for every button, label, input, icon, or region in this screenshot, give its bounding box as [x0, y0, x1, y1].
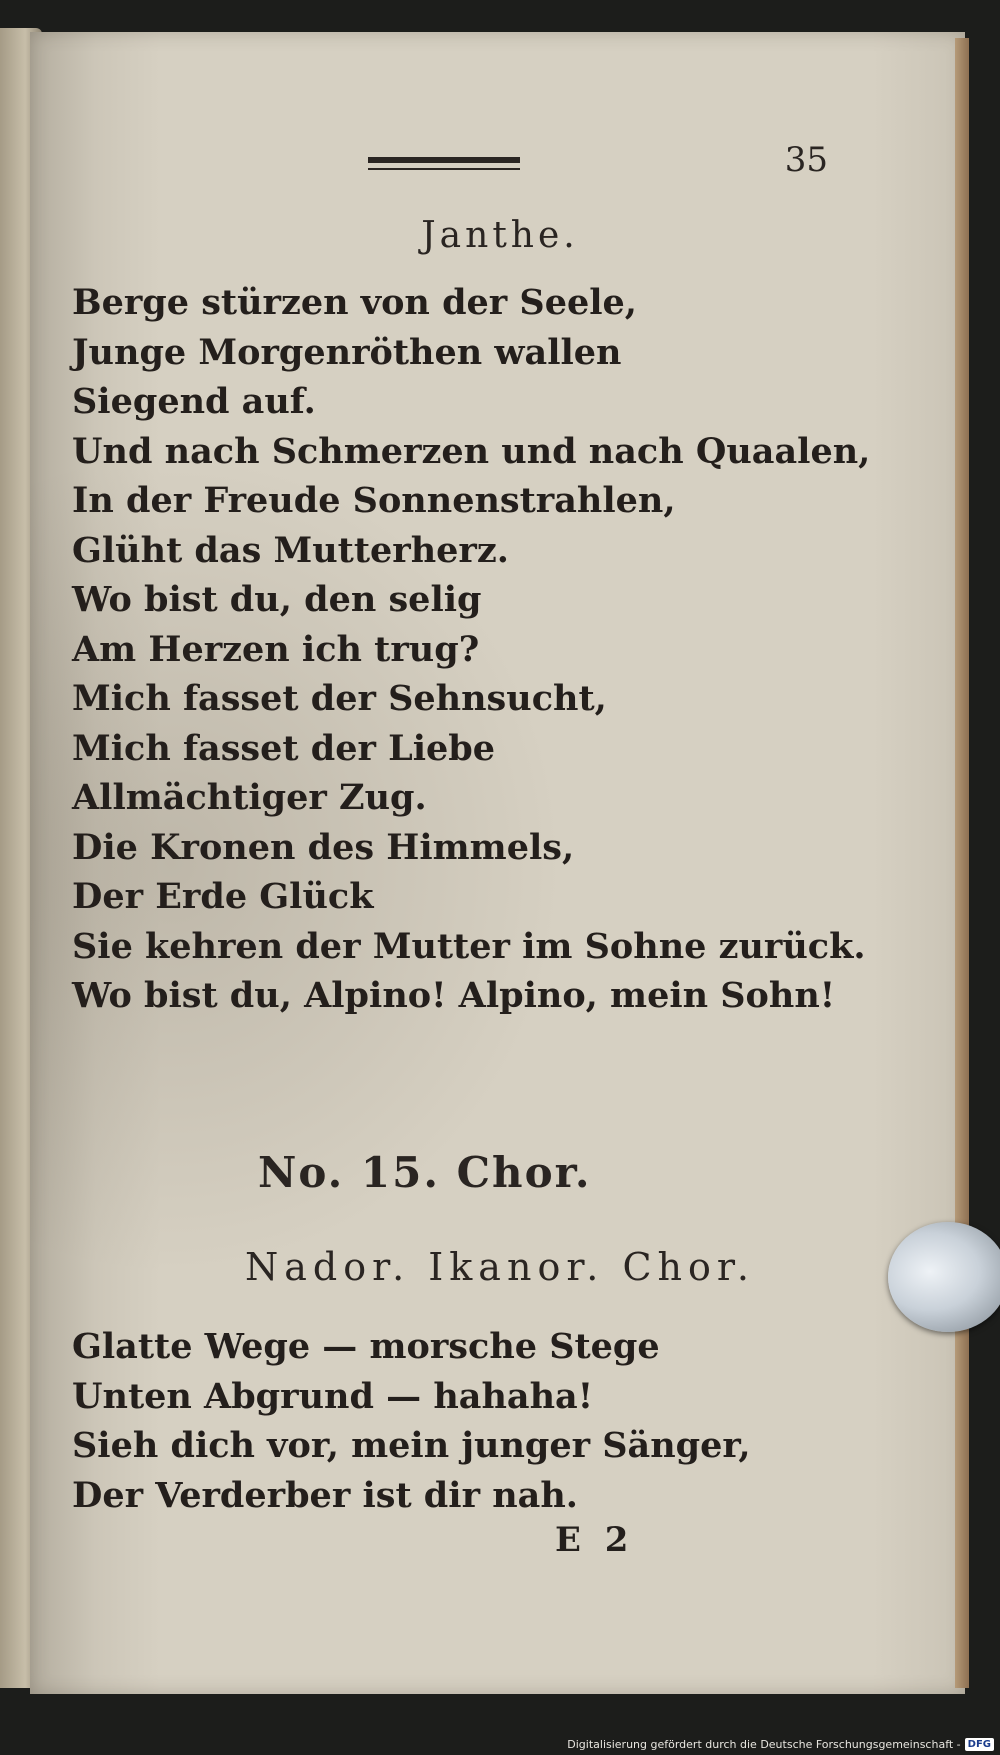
verse-line: Mich fasset der Sehnsucht, — [72, 678, 607, 719]
speaker-heading-janthe: Janthe. — [421, 215, 579, 256]
verse-line: Die Kronen des Himmels, — [72, 826, 575, 868]
verse-line: In der Freude Sonnenstrahlen, — [72, 480, 676, 521]
verse-line: Der Erde Glück — [72, 876, 374, 917]
page-number: 35 — [784, 140, 828, 180]
catchword-signature: E 2 — [555, 1520, 635, 1560]
verse-line: Der Verderber ist dir nah. — [72, 1474, 578, 1516]
verse-line: Berge stürzen von der Seele, — [72, 282, 637, 323]
verse-line: Am Herzen ich trug? — [72, 628, 480, 670]
verse-line: Sie kehren der Mutter im Sohne zurück. — [72, 925, 866, 967]
header-rule-thin — [368, 168, 520, 170]
verse-line: Glatte Wege — morsche Stege — [72, 1326, 660, 1367]
section-heading: No. 15. Chor. — [258, 1148, 592, 1197]
verse-line: Und nach Schmerzen und nach Quaalen, — [72, 430, 871, 472]
verse-janthe — [72, 278, 870, 1021]
verse-line: Glüht das Mutterherz. — [72, 529, 509, 571]
page-fore-edge — [955, 38, 969, 1688]
credit-text: Digitalisierung gefördert durch die Deutsche Forschungsgemeinschaft - — [567, 1738, 961, 1751]
verse-line: Allmächtiger Zug. — [72, 777, 427, 818]
verse-line: Unten Abgrund — hahaha! — [72, 1375, 594, 1417]
speaker-heading-chorus: Nador. Ikanor. Chor. — [245, 1245, 755, 1289]
header-rule-thick — [368, 157, 520, 163]
dfg-logo: DFG — [965, 1738, 994, 1751]
verse-line: Junge Morgenröthen wallen — [72, 331, 622, 373]
verse-line: Mich fasset der Liebe — [72, 727, 496, 769]
digitization-credit — [567, 1738, 994, 1751]
verse-line: Wo bist du, den selig — [72, 579, 482, 620]
verse-line: Siegend auf. — [72, 381, 316, 422]
verse-line: Wo bist du, Alpino! Alpino, mein Sohn! — [72, 975, 836, 1016]
verse-line: Sieh dich vor, mein junger Sänger, — [72, 1425, 751, 1466]
page-clip — [888, 1222, 1000, 1332]
verse-chorus — [72, 1322, 751, 1520]
